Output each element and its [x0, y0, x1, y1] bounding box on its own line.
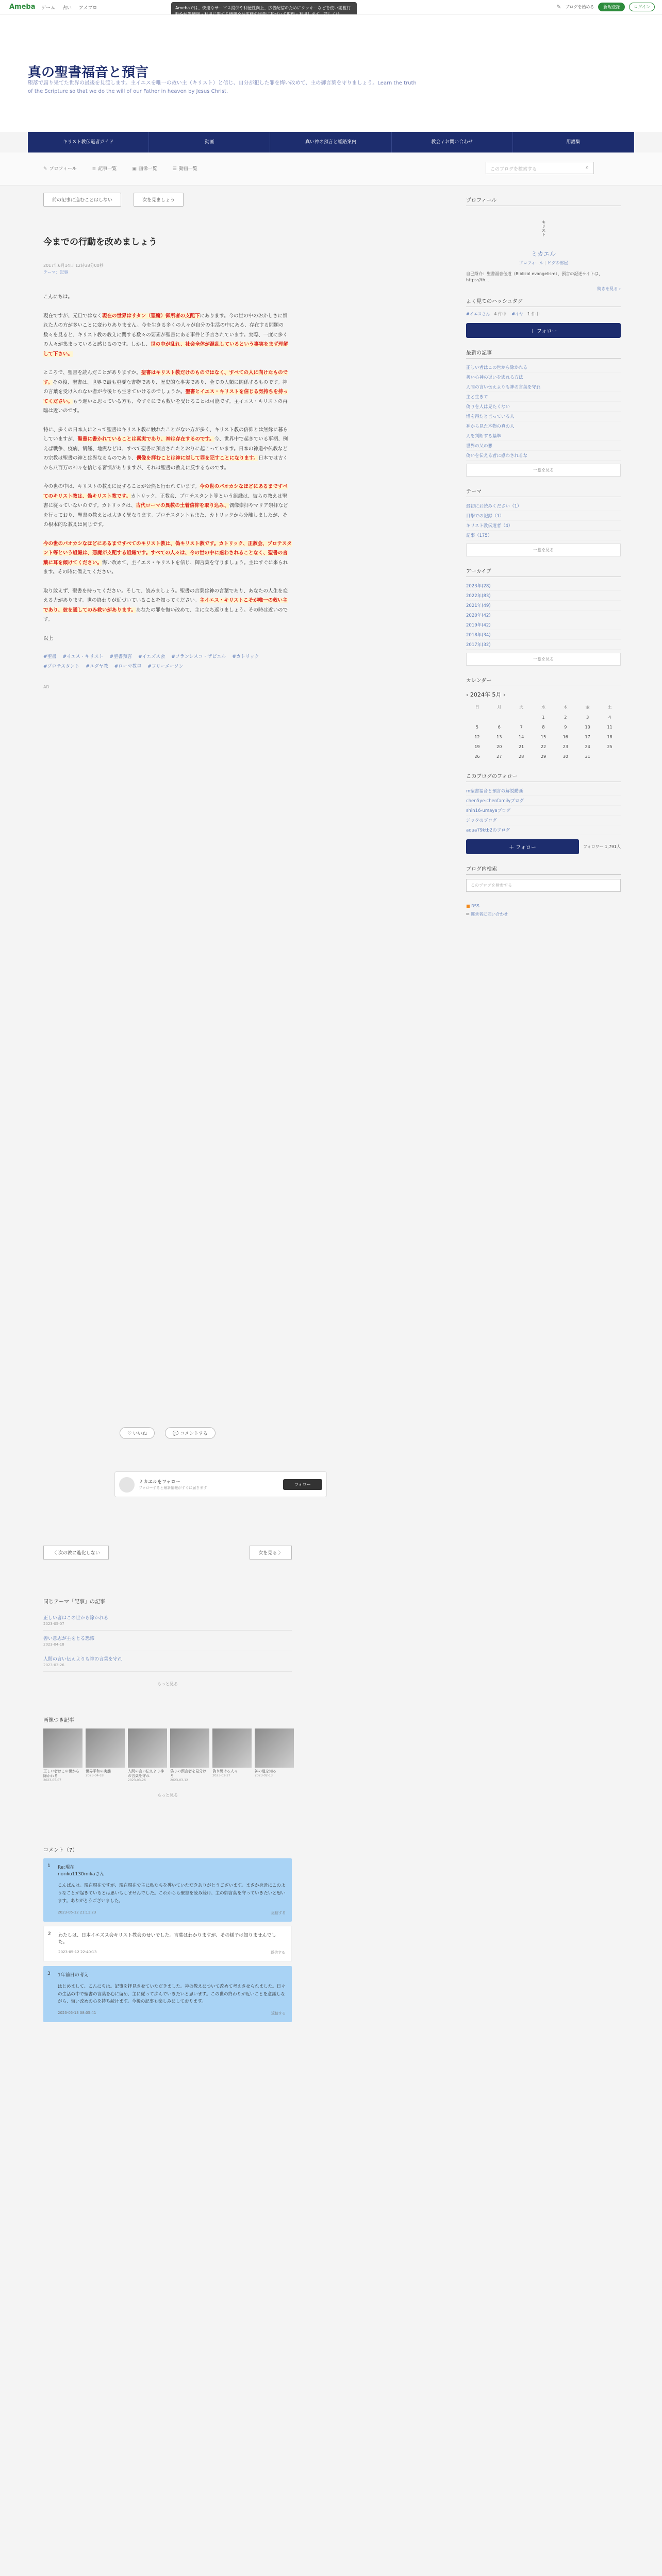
paragraph-3: [43, 426, 292, 473]
tab-videos-label: 動画一覧: [178, 166, 197, 172]
sidebar-following-blogs: [466, 772, 621, 854]
calendar-next-icon[interactable]: ›: [503, 691, 506, 698]
profile-link[interactable]: プロフィール: [519, 261, 543, 265]
calendar-day: 30: [562, 754, 568, 759]
thumbnail[interactable]: [212, 1728, 252, 1768]
article-pager-top: [43, 193, 292, 207]
rss-icon: ■: [466, 903, 470, 908]
picture-card[interactable]: [255, 1728, 294, 1782]
theme-item[interactable]: 記事（175）: [466, 531, 621, 540]
archive-item[interactable]: 2017年(32): [466, 640, 621, 650]
recent-item[interactable]: 憎を得たと言っている人: [466, 412, 621, 421]
tab-entries[interactable]: [92, 165, 117, 172]
blogs-heading: このブログのフォロー: [466, 772, 621, 782]
picture-card-title[interactable]: 偽り続ける人々: [212, 1769, 238, 1773]
calendar-day: [599, 752, 621, 761]
calendar-day: 22: [540, 744, 547, 749]
hashtag[interactable]: #カトリック: [232, 654, 259, 660]
blog-description: 堕落で腐り果てた世界の最後を見渡します。主イエスを唯一の救い主（キリスト）と信じ、自分が犯した罪を悔い改めて、主の御言葉を守りましょう。Learn the truth of the Scripture so that we do the will of our Father in heaven by Jesus Christ.: [28, 80, 417, 94]
comment: [43, 1966, 292, 2023]
cookie-notice-text: Amebaでは、快適なサービス提供や利便性向上、広告配信のためにクッキーなどを使い閲覧行: [175, 6, 351, 10]
reply-button[interactable]: 返信する: [271, 1910, 286, 1915]
p3-highlight-2: 偶像を拝むことは神に対して罪を犯すことになります。: [136, 455, 259, 462]
calendar-heading: カレンダー: [466, 676, 621, 686]
list-item[interactable]: [43, 1610, 292, 1631]
ranking-heading: よく見てのハッシュタグ: [466, 297, 621, 307]
reply-button[interactable]: 返信する: [271, 1950, 285, 1955]
comment: [43, 1858, 292, 1922]
list-item-title[interactable]: 人間の言い伝えよりも神の言葉を守れ: [43, 1657, 123, 1662]
like-button[interactable]: ♡ いいね: [120, 1427, 155, 1439]
ranking-item[interactable]: [511, 312, 539, 316]
tab-images[interactable]: [132, 165, 157, 172]
recent-item[interactable]: 主と生きて: [466, 392, 621, 402]
calendar-day: 31: [585, 754, 590, 759]
p4c: 偶像崇拝やマリア崇拝などを行っており、聖書の教えとは大きく異なります。プロテスタントもまた、カトリックから分離しましたが、その根本的な教えは同じです。: [43, 503, 288, 528]
hashtag-ranking: [466, 311, 621, 317]
calendar-prev-icon[interactable]: ‹: [466, 691, 469, 698]
blog-item[interactable]: aqua79ktb2のブログ: [466, 825, 621, 835]
rss-link[interactable]: [466, 902, 621, 910]
picture-card[interactable]: [43, 1728, 82, 1782]
hashtag[interactable]: #フリーメーソン: [147, 664, 184, 670]
picture-card-date: 2023-03-12: [170, 1778, 188, 1783]
theme-item[interactable]: 目撃での記録（1）: [466, 511, 621, 521]
search-icon[interactable]: ⌕: [586, 164, 589, 171]
greeting: こんにちは。: [43, 294, 73, 300]
tab-profile-label: プロフィール: [49, 166, 77, 172]
paragraph-6: [43, 587, 292, 625]
hashtag[interactable]: #聖書: [43, 654, 57, 660]
calendar-weekday: 火: [519, 704, 524, 709]
p3a: 特に、多くの日本人にとって聖書はキリスト教に触れたことがない方が多く、キリスト教の信仰とは無縁に暮らしていますが、: [43, 427, 288, 443]
picture-articles: [43, 1716, 292, 1798]
recent-item[interactable]: 正しい者はこの世から除かれる: [466, 363, 621, 372]
calendar-day: 16: [562, 734, 568, 739]
p1-highlight: 現在の世界はサタン（悪魔）御所者の支配下: [102, 313, 200, 319]
p5-highlight: すべての人々は、今の世の中に惑わされることなく、聖書の言葉に耳を傾けてください。: [43, 550, 288, 566]
p4a: 今の世の中は、キリストの教えに反することが公然と行われています。: [43, 484, 200, 490]
archive-item[interactable]: 2019年(42): [466, 620, 621, 630]
article-body: [43, 293, 292, 643]
calendar-day: 18: [607, 734, 613, 739]
calendar-day: 20: [496, 744, 502, 749]
blog-item[interactable]: shin16-umayaブログ: [466, 806, 621, 816]
picture-card[interactable]: [170, 1728, 209, 1782]
p6-highlight: 主イエス・キリストこそが唯一の救い主であり、彼を通してのみ救いがあります。: [43, 598, 288, 613]
profile-image-text: キリスト: [541, 220, 546, 236]
mail-icon: ✉: [466, 911, 470, 917]
tab-profile[interactable]: [43, 165, 77, 172]
thumbnail[interactable]: [128, 1728, 167, 1768]
gnav-contact[interactable]: 教会 / お問い合わせ: [392, 132, 513, 152]
recent-item[interactable]: 人を判断する基準: [466, 431, 621, 441]
pencil-icon[interactable]: ✎: [556, 4, 561, 10]
sidebar-recent: [466, 348, 621, 477]
profile-links: プロフィール | ピグの部屋: [519, 261, 568, 265]
tab-entries-label: 記事一覧: [98, 166, 117, 172]
recent-heading: 最新の記事: [466, 348, 621, 359]
sidebar-archive: [466, 567, 621, 666]
p4b: カトリック、正教会、プロテスタント等という組織は、彼らの教えは聖書に従っていないのです。カトリックは、: [43, 493, 287, 509]
ranking-count: 4 件中: [494, 311, 507, 316]
sidebar: [466, 185, 621, 919]
profile-heading: プロフィール: [466, 196, 621, 206]
thumbnail[interactable]: [170, 1728, 209, 1768]
archive-item[interactable]: 2022年(83): [466, 591, 621, 601]
calendar-day: 24: [585, 744, 590, 749]
follow-card: [114, 1471, 327, 1497]
calendar-day: 8: [542, 724, 545, 730]
reactions: [43, 1427, 292, 1439]
calendar-day: 12: [474, 734, 480, 739]
comment-author[interactable]: 1年前日の考え: [58, 1972, 89, 1978]
thumbnail[interactable]: [43, 1728, 82, 1768]
blog-header: [0, 14, 662, 132]
top-bar: [0, 0, 662, 14]
p6b: あなたの罪を悔い改めて、主に立ち返りましょう。その時は近いのです。: [43, 607, 288, 623]
gnav-video[interactable]: 動画: [149, 132, 270, 152]
calendar-day: 26: [474, 754, 480, 759]
calendar-day: 2: [564, 715, 567, 720]
picture-card-title[interactable]: 偽りの預言者を見分けろ: [170, 1769, 206, 1778]
article-end: 以上: [43, 635, 54, 641]
prev-article-bottom[interactable]: 〈 次の教に進化しない: [43, 1546, 109, 1560]
p4-highlight-2: 古代ローマの異教の土着信仰を取り込み、: [136, 503, 229, 509]
calendar-day: 14: [519, 734, 524, 739]
recent-see-all[interactable]: 一覧を見る: [466, 464, 621, 477]
image-icon: ▣: [132, 166, 137, 172]
calendar-weekday: 水: [541, 704, 545, 709]
report-label: 運営者に問い合わせ: [471, 911, 508, 917]
comment-date: 2023-05-12 22:40:13: [58, 1950, 97, 1954]
calendar-day: 1: [542, 715, 545, 720]
tab-videos[interactable]: [173, 165, 197, 172]
p1a: 現在ですが、元旦ではなく: [43, 313, 103, 319]
avatar: [119, 1477, 135, 1493]
archive-see-all[interactable]: 一覧を見る: [466, 653, 621, 666]
sidebar-theme: [466, 487, 621, 556]
p1b: にあります。今の世の中のおかしさに慣れた人の方が多いことに変わりありません。今を生きる多くの人々が自分の生活の中にある、存在する問題の数々を見ると、キリスト教の教えに関する数々の要素が聖書にある事件と予言されています。実際、一度に多くの人々が集まっていると感じるのです。しかし、: [43, 313, 288, 348]
calendar-day: [466, 713, 488, 722]
p3b: 今、世界中で起きている事柄、例えば戦争、疫病、飢饉、地震などは、すべて聖書に預言されたとおりに起こっています。日本の神道や仏教などの宗教は聖書の神とは異なるものであり、: [43, 436, 288, 462]
theme-see-all[interactable]: 一覧を見る: [466, 544, 621, 556]
rss-label: RSS: [471, 903, 479, 908]
blog-start-link[interactable]: ブログを始める: [565, 5, 594, 9]
calendar-month: 2024年 5月: [470, 691, 502, 698]
pigg-room-link[interactable]: ピグの部屋: [547, 261, 568, 265]
hashtag[interactable]: #ローマ教皇: [114, 664, 142, 670]
p3c: 日本では古くから八百万の神々を信じる習慣がありますが、それは聖書の教えに反するものです。: [43, 455, 288, 471]
list-item-title[interactable]: 善い意志が主をとる恐怖: [43, 1636, 95, 1641]
ad-label: AD: [43, 685, 49, 690]
p1-highlight-2: 世の中が乱れ、社会全体が混乱しているという事実をまず理解して下さい。: [43, 342, 288, 357]
comment-author[interactable]: Re:現在 noriko1130mikaさん: [58, 1865, 105, 1877]
calendar-day: 21: [519, 744, 524, 749]
list-icon: ≡: [92, 166, 96, 172]
calendar-weekday: 月: [497, 704, 502, 709]
login-button[interactable]: ログイン: [629, 3, 655, 11]
comment-author: わたしは、日本イエズス会キリスト教会のせいでした。言葉はわかりますが、その様子は知りませんでした。: [58, 1933, 276, 1945]
archive-item[interactable]: 2020年(42): [466, 611, 621, 620]
blog-search-input[interactable]: このブログを検索する: [486, 162, 594, 174]
p2-highlight: 聖書はキリスト教だけのものではなく、すべての人に向けたものです。: [43, 370, 288, 385]
article: [43, 185, 292, 1422]
profile-text: 自己紹介：聖書福音伝道（Biblical evangelism）、預言の記述サイトは、https://th...: [466, 272, 603, 283]
nav-game[interactable]: ゲーム: [41, 6, 56, 11]
comment-number: 1: [47, 1863, 51, 1869]
paragraph-1: [43, 312, 292, 360]
hashtag[interactable]: #イエス・キリスト: [62, 654, 104, 660]
profile-icon: ✎: [43, 166, 47, 172]
archive-item[interactable]: 2021年(49): [466, 601, 621, 611]
comment-date: 2023-05-13 08:05:41: [58, 2011, 96, 2015]
sidebar-search: [466, 865, 621, 892]
calendar-day: 15: [540, 734, 547, 739]
hashtag[interactable]: #イエズス会: [138, 654, 166, 660]
gnav-prophecy[interactable]: 真い神の預言と経路案内: [270, 132, 391, 152]
picture-card[interactable]: [212, 1728, 252, 1782]
calendar-day: 13: [496, 734, 502, 739]
reply-button[interactable]: 返信する: [271, 2011, 286, 2016]
picture-card-date: 2023-02-13: [255, 1774, 273, 1778]
p2c: もう遅いと思っている方も、今すぐにでも救いを受けることは可能です。主イエス・キリストの再臨は近いのです。: [43, 398, 288, 414]
hashtag[interactable]: #聖書預言: [109, 654, 133, 660]
blog-item[interactable]: chen5ye-chenfamilyブログ: [466, 796, 621, 806]
list-item-date: 2023-05-07: [43, 1622, 64, 1626]
calendar-day: 29: [540, 754, 547, 759]
p6a: 取り敢えず、聖書を持ってください。そして、読みましょう。聖書の言葉は神の言葉であり、あなたの人生を変える力があります。世の終わりが近づいていることを知ってください。: [43, 588, 288, 604]
same-theme-more[interactable]: もっと見る: [157, 1682, 178, 1686]
paragraph-2: [43, 368, 292, 416]
list-item-date: 2023-04-18: [43, 1642, 64, 1647]
gnav-glossary[interactable]: 用語集: [513, 132, 634, 152]
archive-item[interactable]: 2018年(34): [466, 630, 621, 640]
profile-name[interactable]: ミカエル: [531, 250, 556, 258]
recent-item[interactable]: 神から見た本物の真の人: [466, 421, 621, 431]
sidebar-search-heading: ブログ内検索: [466, 865, 621, 875]
p2b: その後、聖書は、世界で最も重要な書物であり、歴史的な事実であり、全ての人類に関係するものです。神の言葉を受け入れない者が今後とも生きていけるのでしょうか。: [43, 379, 288, 395]
archive-heading: アーカイブ: [466, 567, 621, 577]
calendar-header: [466, 690, 621, 699]
ranking-tag[interactable]: #イエスさん: [466, 311, 490, 316]
profile-more-link[interactable]: 続きを見る ›: [597, 286, 621, 291]
global-nav: [28, 132, 634, 152]
blog-tabs: [43, 165, 197, 172]
calendar-day: 5: [475, 724, 478, 730]
calendar-day: 9: [564, 724, 567, 730]
blog-subbar: [0, 152, 662, 185]
same-theme-list: [43, 1597, 292, 1687]
blog-title[interactable]: 真の聖書福音と預言: [28, 65, 149, 80]
same-theme-heading: 同じテーマ「記事」の記事: [43, 1599, 105, 1605]
calendar-day: 28: [519, 754, 524, 759]
top-nav: [41, 4, 97, 11]
next-article-bottom[interactable]: 次を見る 〉: [250, 1546, 292, 1560]
calendar-day: 4: [608, 715, 611, 720]
prev-article-button[interactable]: 前の記事に進むことはしない: [43, 193, 121, 207]
report-link[interactable]: [466, 910, 621, 919]
calendar-day: [510, 713, 533, 722]
follow-button[interactable]: ＋ フォロー: [466, 323, 621, 338]
comment-text: こんばんは。現在現在ですが、現在現在で主に私たちを導いていただきありがとうございます。まさか身近にこのようなことが起きているとは思いもしませんでした。これからも聖書を読み続け、主の御言葉を守っていきたいと思います。ありがとうございました。: [58, 1883, 286, 1904]
archive-item[interactable]: 2023年(28): [466, 581, 621, 591]
thumbnail[interactable]: [86, 1728, 125, 1768]
recent-item[interactable]: 善い心神の災いを逃れる方法: [466, 372, 621, 382]
calendar-weekday: 土: [607, 704, 612, 709]
ranking-item[interactable]: [466, 312, 506, 316]
calendar-day: 19: [474, 744, 480, 749]
article-theme[interactable]: テーマ：記事: [43, 270, 68, 275]
calendar-day: 17: [585, 734, 590, 739]
sidebar-search-input[interactable]: このブログを検索する: [466, 879, 621, 892]
hashtag[interactable]: #プロテスタント: [43, 664, 80, 670]
recent-item[interactable]: 偽いを伝える者に惑わされるな: [466, 451, 621, 461]
blogs-follow-button[interactable]: ＋ フォロー: [466, 839, 579, 854]
p5a: 今の世のパオカシなほどにあるまですべてのキリスト教は、偽キリスト教です。カトリック、正教会、プロテスタント等という組織は、悪魔が支配する組織です。: [43, 540, 292, 556]
picture-card-title[interactable]: 世界平和の実態: [86, 1769, 111, 1773]
picture-card[interactable]: [128, 1728, 167, 1782]
calendar-table: [466, 702, 621, 761]
recent-item[interactable]: 世界の父の悪: [466, 441, 621, 451]
comment-number: 3: [47, 1971, 51, 1976]
gnav-guide[interactable]: キリスト教伝道者ガイド: [28, 132, 149, 152]
next-article-button[interactable]: 次を見ましょう: [134, 193, 184, 207]
calendar-day: 27: [496, 754, 502, 759]
ranking-tag[interactable]: #イヤ: [511, 311, 523, 316]
sidebar-calendar: [466, 676, 621, 761]
ameba-logo[interactable]: Ameba: [9, 3, 36, 11]
sidebar-links: [466, 902, 621, 919]
picture-card-date: 2023-04-18: [86, 1774, 104, 1778]
tab-images-label: 画像一覧: [138, 166, 157, 172]
p2a: ところで、聖書を読んだことがありますか。: [43, 370, 141, 376]
picture-articles-heading: 画像つき記事: [43, 1718, 74, 1723]
p3-highlight: 聖書に書かれていることは真実であり、神は存在するのです。: [77, 436, 214, 443]
calendar-day: 3: [586, 715, 589, 720]
comments-heading: コメント（7）: [43, 1848, 78, 1853]
calendar-weekday: 金: [585, 704, 590, 709]
hashtags: [43, 653, 292, 669]
list-item-title[interactable]: 正しい者はこの世から除かれる: [43, 1616, 109, 1621]
calendar-day: [488, 713, 510, 722]
top-bar-right: [556, 3, 655, 11]
ranking-count: 1 件中: [527, 311, 540, 316]
video-icon: ☰: [172, 166, 177, 172]
article-title: 今までの行動を改めましょう: [43, 237, 157, 247]
p5b: 悔い改めて、主イエス・キリストを信じ、御言葉を守りましょう。主はすぐに来られます。その時に備えてください。: [43, 560, 288, 575]
calendar-day: 25: [607, 744, 613, 749]
calendar-weekday: 日: [475, 704, 479, 709]
hashtag[interactable]: #フランシスコ・ザビエル: [171, 654, 226, 660]
comment-date: 2023-05-12 21:11:23: [58, 1910, 96, 1914]
calendar-day: 10: [585, 724, 590, 730]
picture-card-date: 2023-02-27: [212, 1774, 230, 1778]
article-pager-bottom: [43, 1546, 292, 1560]
theme-item[interactable]: 最初にお読みください（1）: [466, 501, 621, 511]
comment-number: 2: [48, 1931, 51, 1937]
profile-image[interactable]: [525, 210, 561, 246]
list-item[interactable]: [43, 1651, 292, 1672]
nav-ameblo[interactable]: アメブロ: [79, 6, 97, 11]
paragraph-5: [43, 539, 292, 578]
picture-card-date: 2023-05-07: [43, 1778, 61, 1783]
paragraph-4: [43, 482, 292, 530]
picture-card-title[interactable]: 人間の言い伝えより神の言葉を守れ: [128, 1769, 164, 1778]
follower-count: フォロワー 1,791人: [583, 844, 621, 849]
calendar-day: 23: [562, 744, 568, 749]
calendar-day: 11: [607, 724, 613, 730]
comment-button[interactable]: 💬 コメントする: [165, 1427, 216, 1439]
theme-heading: テーマ: [466, 487, 621, 497]
follow-card-button[interactable]: フォロー: [283, 1479, 322, 1490]
blog-item[interactable]: m聖書福音と預言の解説動画: [466, 786, 621, 796]
calendar-day: 7: [520, 724, 523, 730]
recent-item[interactable]: 人間の言い伝えよりも神の言葉を守れ: [466, 382, 621, 392]
follow-card-sub: フォローすると最新情報がすぐに届きます: [139, 1486, 207, 1490]
nav-fortune[interactable]: 占い: [62, 6, 72, 11]
picture-card-title[interactable]: 正しい者はこの世から除かれる: [43, 1769, 79, 1778]
picture-articles-more[interactable]: もっと見る: [157, 1793, 178, 1798]
picture-card[interactable]: [86, 1728, 125, 1782]
hashtag[interactable]: #ユダヤ教: [86, 664, 108, 670]
blog-item[interactable]: ジッタのブログ: [466, 816, 621, 825]
register-button[interactable]: 新規登録: [598, 3, 625, 11]
p2-highlight-2: 聖書とイエス・キリストを信じる気持ちを持ってください。: [43, 389, 288, 404]
follow-card-name: ミカエルをフォロー: [139, 1480, 180, 1485]
picture-card-date: 2023-03-26: [128, 1778, 146, 1783]
theme-item[interactable]: キリスト教伝道者（4）: [466, 521, 621, 531]
calendar-weekday: 木: [563, 704, 568, 709]
picture-card-title[interactable]: 神の道を知る: [255, 1769, 276, 1773]
article-date: 2017年6月14日 12時38分00秒: [43, 263, 104, 268]
comment-text: はじめまして、こんにちは。記事を拝見させていただきました。神の教えについて改めて考えさせられました。日々の生活の中で聖書の言葉を心に留め、主に従って歩んでいきたいと思います。この世の終わりが近いことを意識しながら、悔い改めの心を持ち続けます。今後の記事も楽しみにしております。: [58, 1984, 286, 2005]
sidebar-profile: [466, 196, 621, 338]
comments: [43, 1845, 292, 2026]
calendar-day: 6: [498, 724, 501, 730]
list-item-date: 2023-03-26: [43, 1663, 64, 1667]
thumbnail[interactable]: [255, 1728, 294, 1768]
comment: [43, 1926, 292, 1962]
p4-highlight: 今の世のパオカシなほどにあるまですべてのキリスト教は、偽キリスト教です。: [43, 484, 288, 499]
list-item[interactable]: [43, 1631, 292, 1651]
recent-item[interactable]: 偽りを人は見たくない: [466, 402, 621, 412]
